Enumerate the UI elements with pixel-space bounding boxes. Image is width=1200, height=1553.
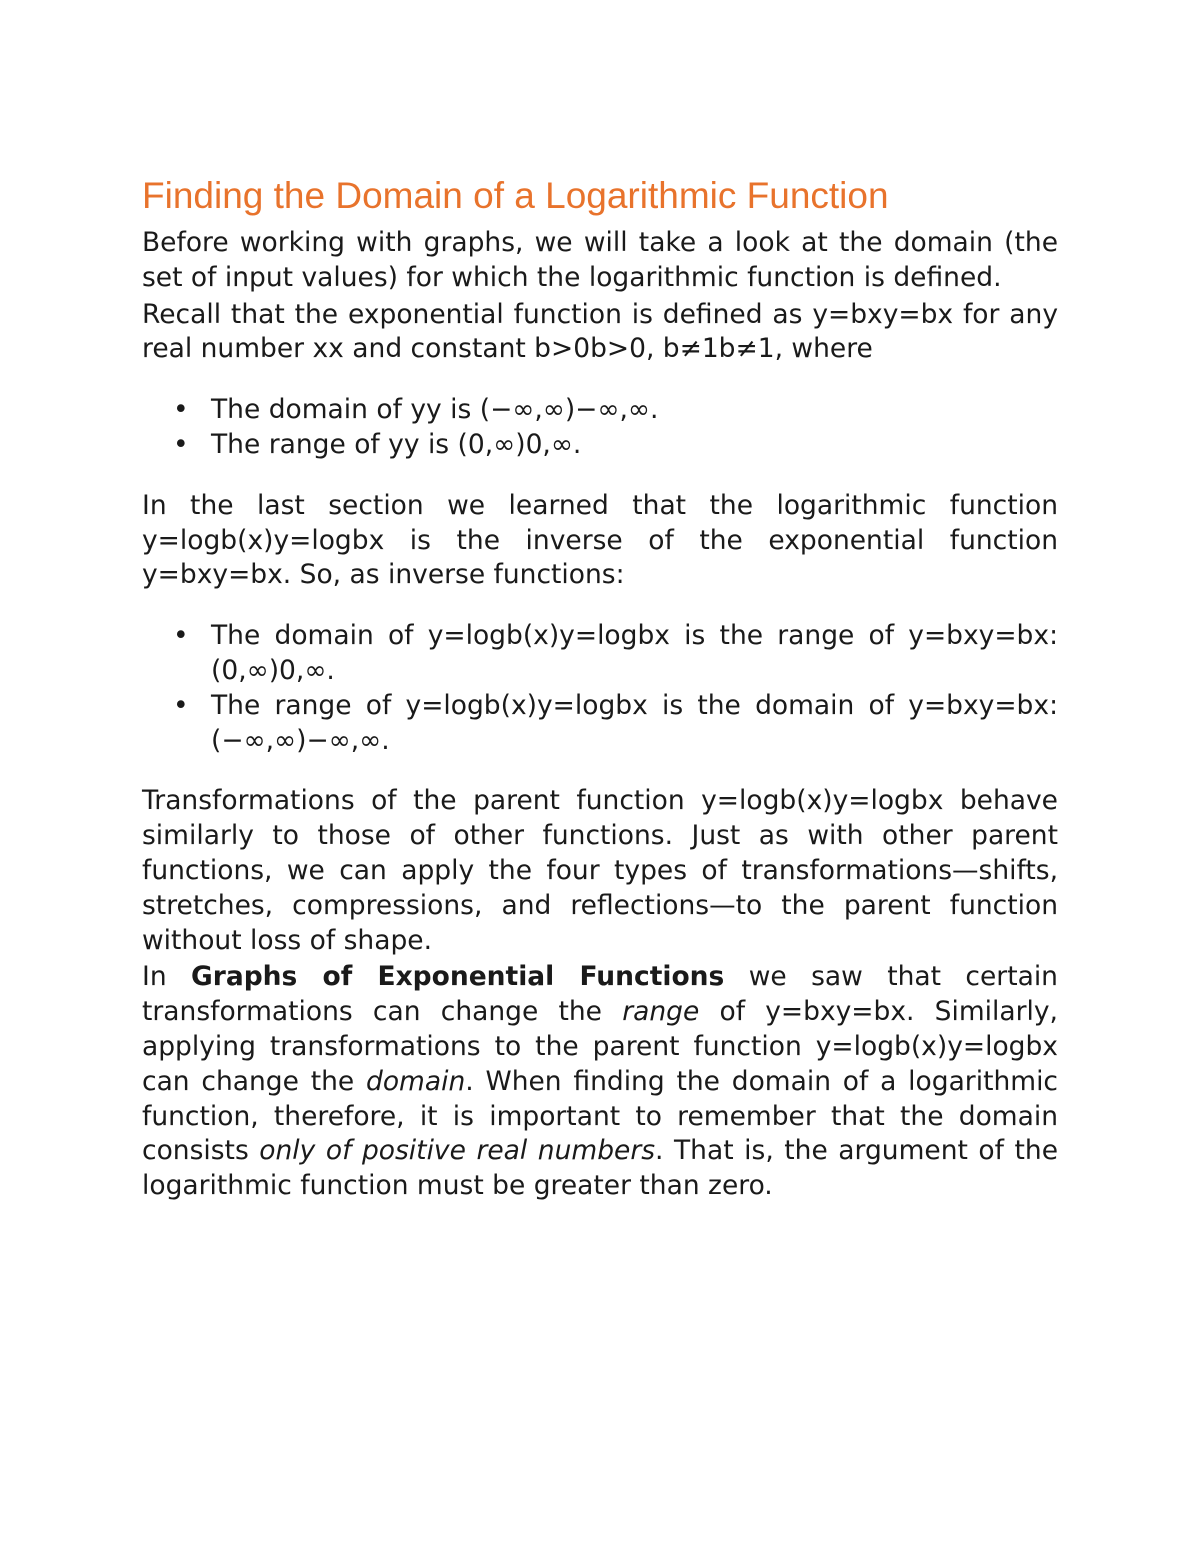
intro-paragraph: Before working with graphs, we will take a look at the domain (the set of input values) for which the logarithmic function is defined.: [142, 227, 1058, 293]
inverse-properties-list: [142, 619, 1058, 758]
list-item: • The domain of y=logb(x)y=logbx is the range of y=bxy=bx: (0,∞)0,∞.: [211, 619, 1058, 689]
text-run: we saw that certain transformations can change the: [142, 961, 1058, 1028]
text-run: . When finding the domain of a logarithmic function, therefore, it is important to remember that the domain consists: [142, 1065, 1058, 1167]
list-item: • The range of y=logb(x)y=logbx is the domain of y=bxy=bx: (−∞,∞)−∞,∞.: [211, 689, 1058, 759]
text-run: of y=bxy=bx. Similarly, applying transformations to the parent function y=logb(x)y=logbx can change the: [142, 996, 1058, 1097]
list-item: • The domain of yy is (−∞,∞)−∞,∞.: [211, 393, 1058, 428]
italic-positive-reals: only of positive real numbers: [259, 1135, 656, 1167]
italic-domain: domain: [366, 1065, 466, 1097]
document-title: Finding the Domain of a Logarithmic Function: [142, 175, 889, 216]
list-item: • The range of yy is (0,∞)0,∞.: [211, 428, 1058, 463]
text-run: In: [142, 961, 192, 993]
inverse-paragraph: In the last section we learned that the logarithmic function y=logb(x)y=logbx is the inverse of the exponential function y=bxy=bx. So, as inverse functions:: [142, 489, 1058, 591]
italic-range: range: [622, 996, 700, 1028]
text-run: . That is, the argument of the logarithmic function must be greater than zero.: [142, 1135, 1059, 1202]
recall-paragraph: Recall that the exponential function is defined as y=bxy=bx for any real number xx and constant b>0b>0, b≠1b≠1, where: [142, 298, 1058, 365]
bold-reference: Graphs of Exponential Functions: [191, 961, 725, 993]
transformations-paragraph: Transformations of the parent function y=logb(x)y=logbx behave similarly to those of other functions. Just as with other parent functions, we can apply the four types of transformations—shifts, stretches, compressions, and reflections—to the parent function without loss of shape.: [142, 785, 1058, 956]
exponential-properties-list: [142, 393, 1058, 463]
document-page: [142, 172, 1058, 1206]
domain-note-paragraph: [142, 960, 1058, 1204]
